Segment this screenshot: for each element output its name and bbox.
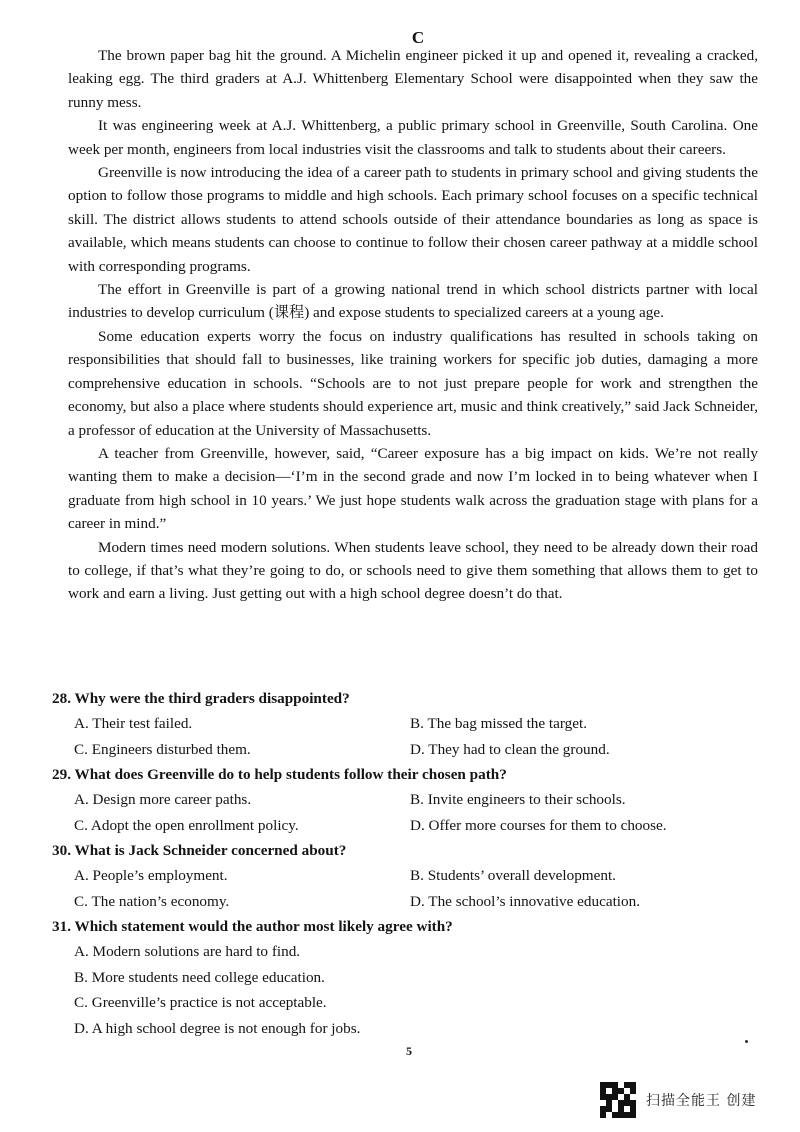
option-row xyxy=(52,711,762,737)
option-b: B. Invite engineers to their schools. xyxy=(410,791,626,808)
option-d: D. Offer more courses for them to choose. xyxy=(410,816,667,834)
scanner-watermark xyxy=(600,1082,756,1118)
question-28 xyxy=(52,686,762,762)
option-a: A. Their test failed. xyxy=(74,715,193,732)
option-c: C. Adopt the open enrollment policy. xyxy=(74,816,299,834)
option-d: D. They had to clean the ground. xyxy=(410,740,610,758)
option-row xyxy=(52,889,762,915)
question-stem: 29. What does Greenville do to help students follow their chosen path? xyxy=(52,766,507,783)
qr-code-icon xyxy=(600,1082,636,1118)
option-b: B. Students’ overall development. xyxy=(410,867,616,884)
option-row xyxy=(52,813,762,839)
question-30 xyxy=(52,838,762,914)
option-row xyxy=(52,737,762,763)
option-row xyxy=(52,863,762,889)
option-b: B. The bag missed the target. xyxy=(410,715,588,732)
option-row xyxy=(52,787,762,813)
option-c: C. Engineers disturbed them. xyxy=(74,740,251,758)
option-d: D. The school’s innovative education. xyxy=(410,892,641,910)
option-a: A. Modern solutions are hard to find. xyxy=(74,943,301,960)
option-a: A. People’s employment. xyxy=(74,867,228,884)
option-b: B. More students need college education. xyxy=(74,968,325,986)
passage-paragraph-4: The effort in Greenville is part of a growing national trend in which school districts partner with local industries to develop curriculum (课程) and expose students to specialized careers at a young age. xyxy=(68,281,758,322)
page-number: 5 xyxy=(406,1044,412,1058)
passage-paragraph-5: Some education experts worry the focus on industry qualifications has resulted in schools taking on responsibilities that should fall to businesses, like training workers for specific job duties, damaging a more comprehensive education in schools. “Schools are to not just prepare people for work and strengthen the economy, but also a place where students should experience art, music and think creatively,” said Jack Schneider, a professor of education at the University of Massachusetts. xyxy=(68,327,758,439)
passage-paragraph-1: The brown paper bag hit the ground. A Michelin engineer picked it up and opened it, revealing a cracked, leaking egg. The third graders at A.J. Whittenberg Elementary School were disappointed when they saw the runny mess. xyxy=(68,47,758,111)
question-31 xyxy=(52,914,762,1041)
passage-paragraph-3: Greenville is now introducing the idea of a career path to students in primary school and giving students the option to follow those programs to middle and high schools. Each primary school focuses on a specific technical skill. The district allows students to attend schools outside of their attendance boundaries as long as space is available, which means students can choose to continue to follow their chosen career pathway at a middle school with corresponding programs. xyxy=(68,164,758,275)
watermark-text: 扫描全能王 创建 xyxy=(646,1093,757,1109)
option-c: C. Greenville’s practice is not acceptable. xyxy=(74,994,327,1011)
question-stem: 31. Which statement would the author most likely agree with? xyxy=(52,918,453,935)
option-c: C. The nation’s economy. xyxy=(74,892,230,910)
option-d: D. A high school degree is not enough for jobs. xyxy=(74,1019,361,1037)
scan-speck xyxy=(745,1040,748,1043)
question-stem: 28. Why were the third graders disappointed? xyxy=(52,690,350,707)
passage-paragraph-6: A teacher from Greenville, however, said, “Career exposure has a big impact on kids. We’re not really wanting them to make a decision—‘I’m in the second grade and now I’m locked in to being whatever when I graduate from high school in 10 years.’ We just hope students walk across the graduation stage with plans for a career in mind.” xyxy=(68,444,758,533)
question-29 xyxy=(52,762,762,838)
passage-paragraph-2: It was engineering week at A.J. Whittenberg, a public primary school in Greenville, South Carolina. One week per month, engineers from local industries visit the classrooms and talk to students about their careers. xyxy=(68,117,758,158)
section-label: C xyxy=(411,28,425,47)
reading-passage xyxy=(68,44,758,606)
question-stem: 30. What is Jack Schneider concerned about? xyxy=(52,842,347,859)
question-list xyxy=(52,686,762,1041)
option-a: A. Design more career paths. xyxy=(74,791,252,808)
passage-paragraph-7: Modern times need modern solutions. When students leave school, they need to be already down their road to college, if that’s what they’re going to do, or schools need to give them something that allows them to get to work and earn a living. Just getting out with a high school degree doesn’t do that. xyxy=(68,538,758,603)
